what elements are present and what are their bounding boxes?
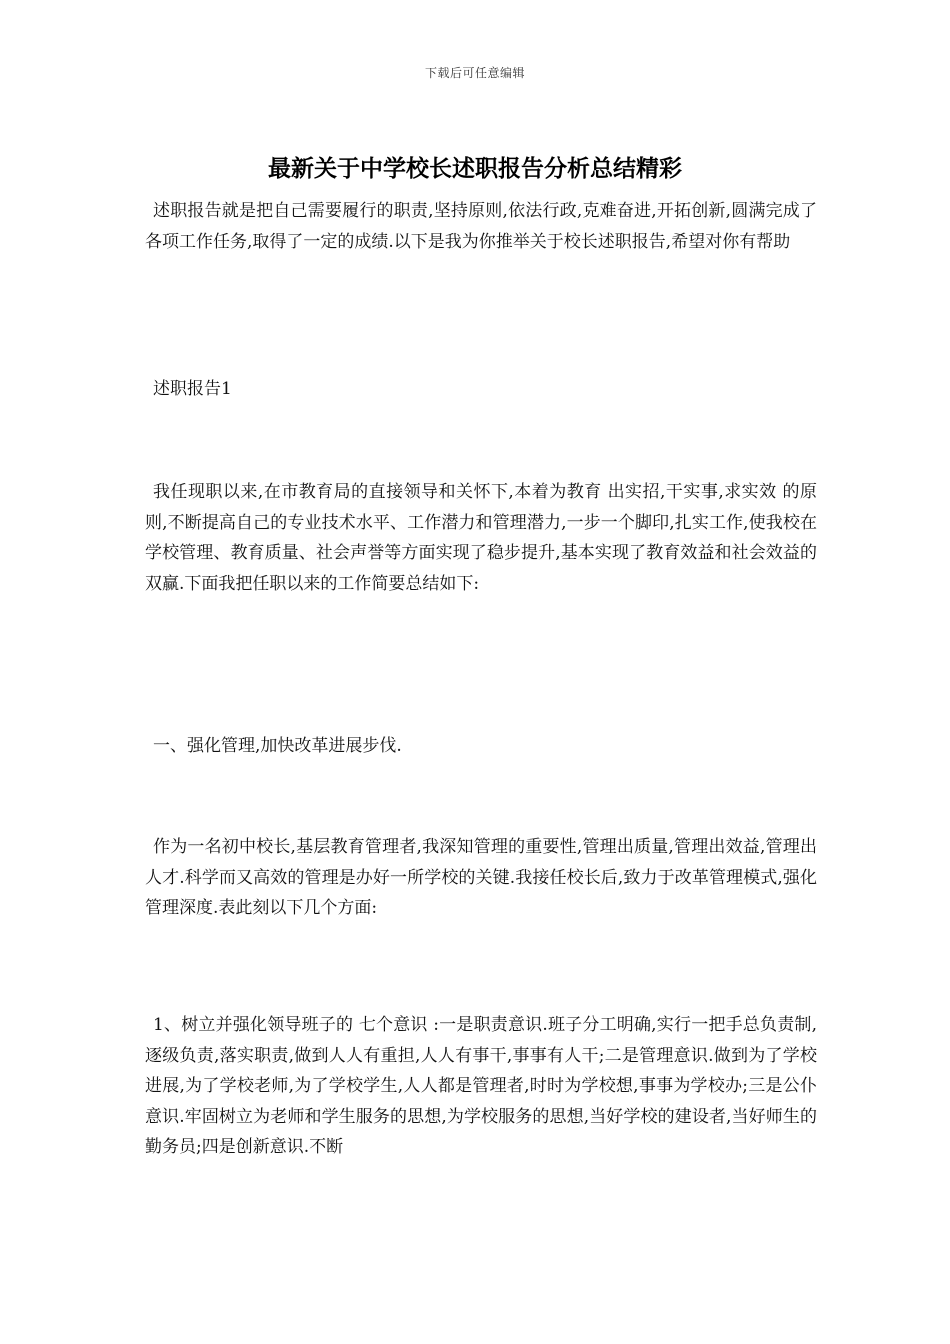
- body-paragraph-2: 作为一名初中校长,基层教育管理者,我深知管理的重要性,管理出质量,管理出效益,管理出人才.科学而又高效的管理是办好一所学校的关键.我接任校长后,致力于改革管理模式,强化管理深度.表此刻以下几个方面:: [145, 837, 817, 918]
- section-label: 述职报告1: [153, 379, 232, 399]
- header-note: 下载后可任意编辑: [424, 66, 525, 80]
- section-heading-1: 一、强化管理,加快改革进展步伐.: [153, 736, 402, 756]
- intro-paragraph: 述职报告就是把自己需要履行的职责,坚持原则,依法行政,克难奋进,开拓创新,圆满完成了各项工作任务,取得了一定的成绩.以下是我为你推举关于校长述职报告,希望对你有帮助: [145, 201, 817, 252]
- document-title: 最新关于中学校长述职报告分析总结精彩: [268, 155, 682, 182]
- body-paragraph-1: 我任现职以来,在市教育局的直接领导和关怀下,本着为教育 出实招,干实事,求实效 的原则,不断提高自己的专业技术水平、工作潜力和管理潜力,一步一个脚印,扎实工作,使我校在学校管理、教育质量、社会声誉等方面实现了稳步提升,基本实现了教育效益和社会效益的双赢.下面我把任职以来的工作简要总结如下:: [145, 482, 817, 594]
- body-paragraph-3: 1、树立并强化领导班子的 七个意识 :一是职责意识.班子分工明确,实行一把手总负责制,逐级负责,落实职责,做到人人有重担,人人有事干,事事有人干;二是管理意识.做到为了学校进展,为了学校老师,为了学校学生,人人都是管理者,时时为学校想,事事为学校办;三是公仆意识.牢固树立为老师和学生服务的思想,为学校服务的思想,当好学校的建设者,当好师生的勤务员;四是创新意识.不断: [145, 1015, 817, 1157]
